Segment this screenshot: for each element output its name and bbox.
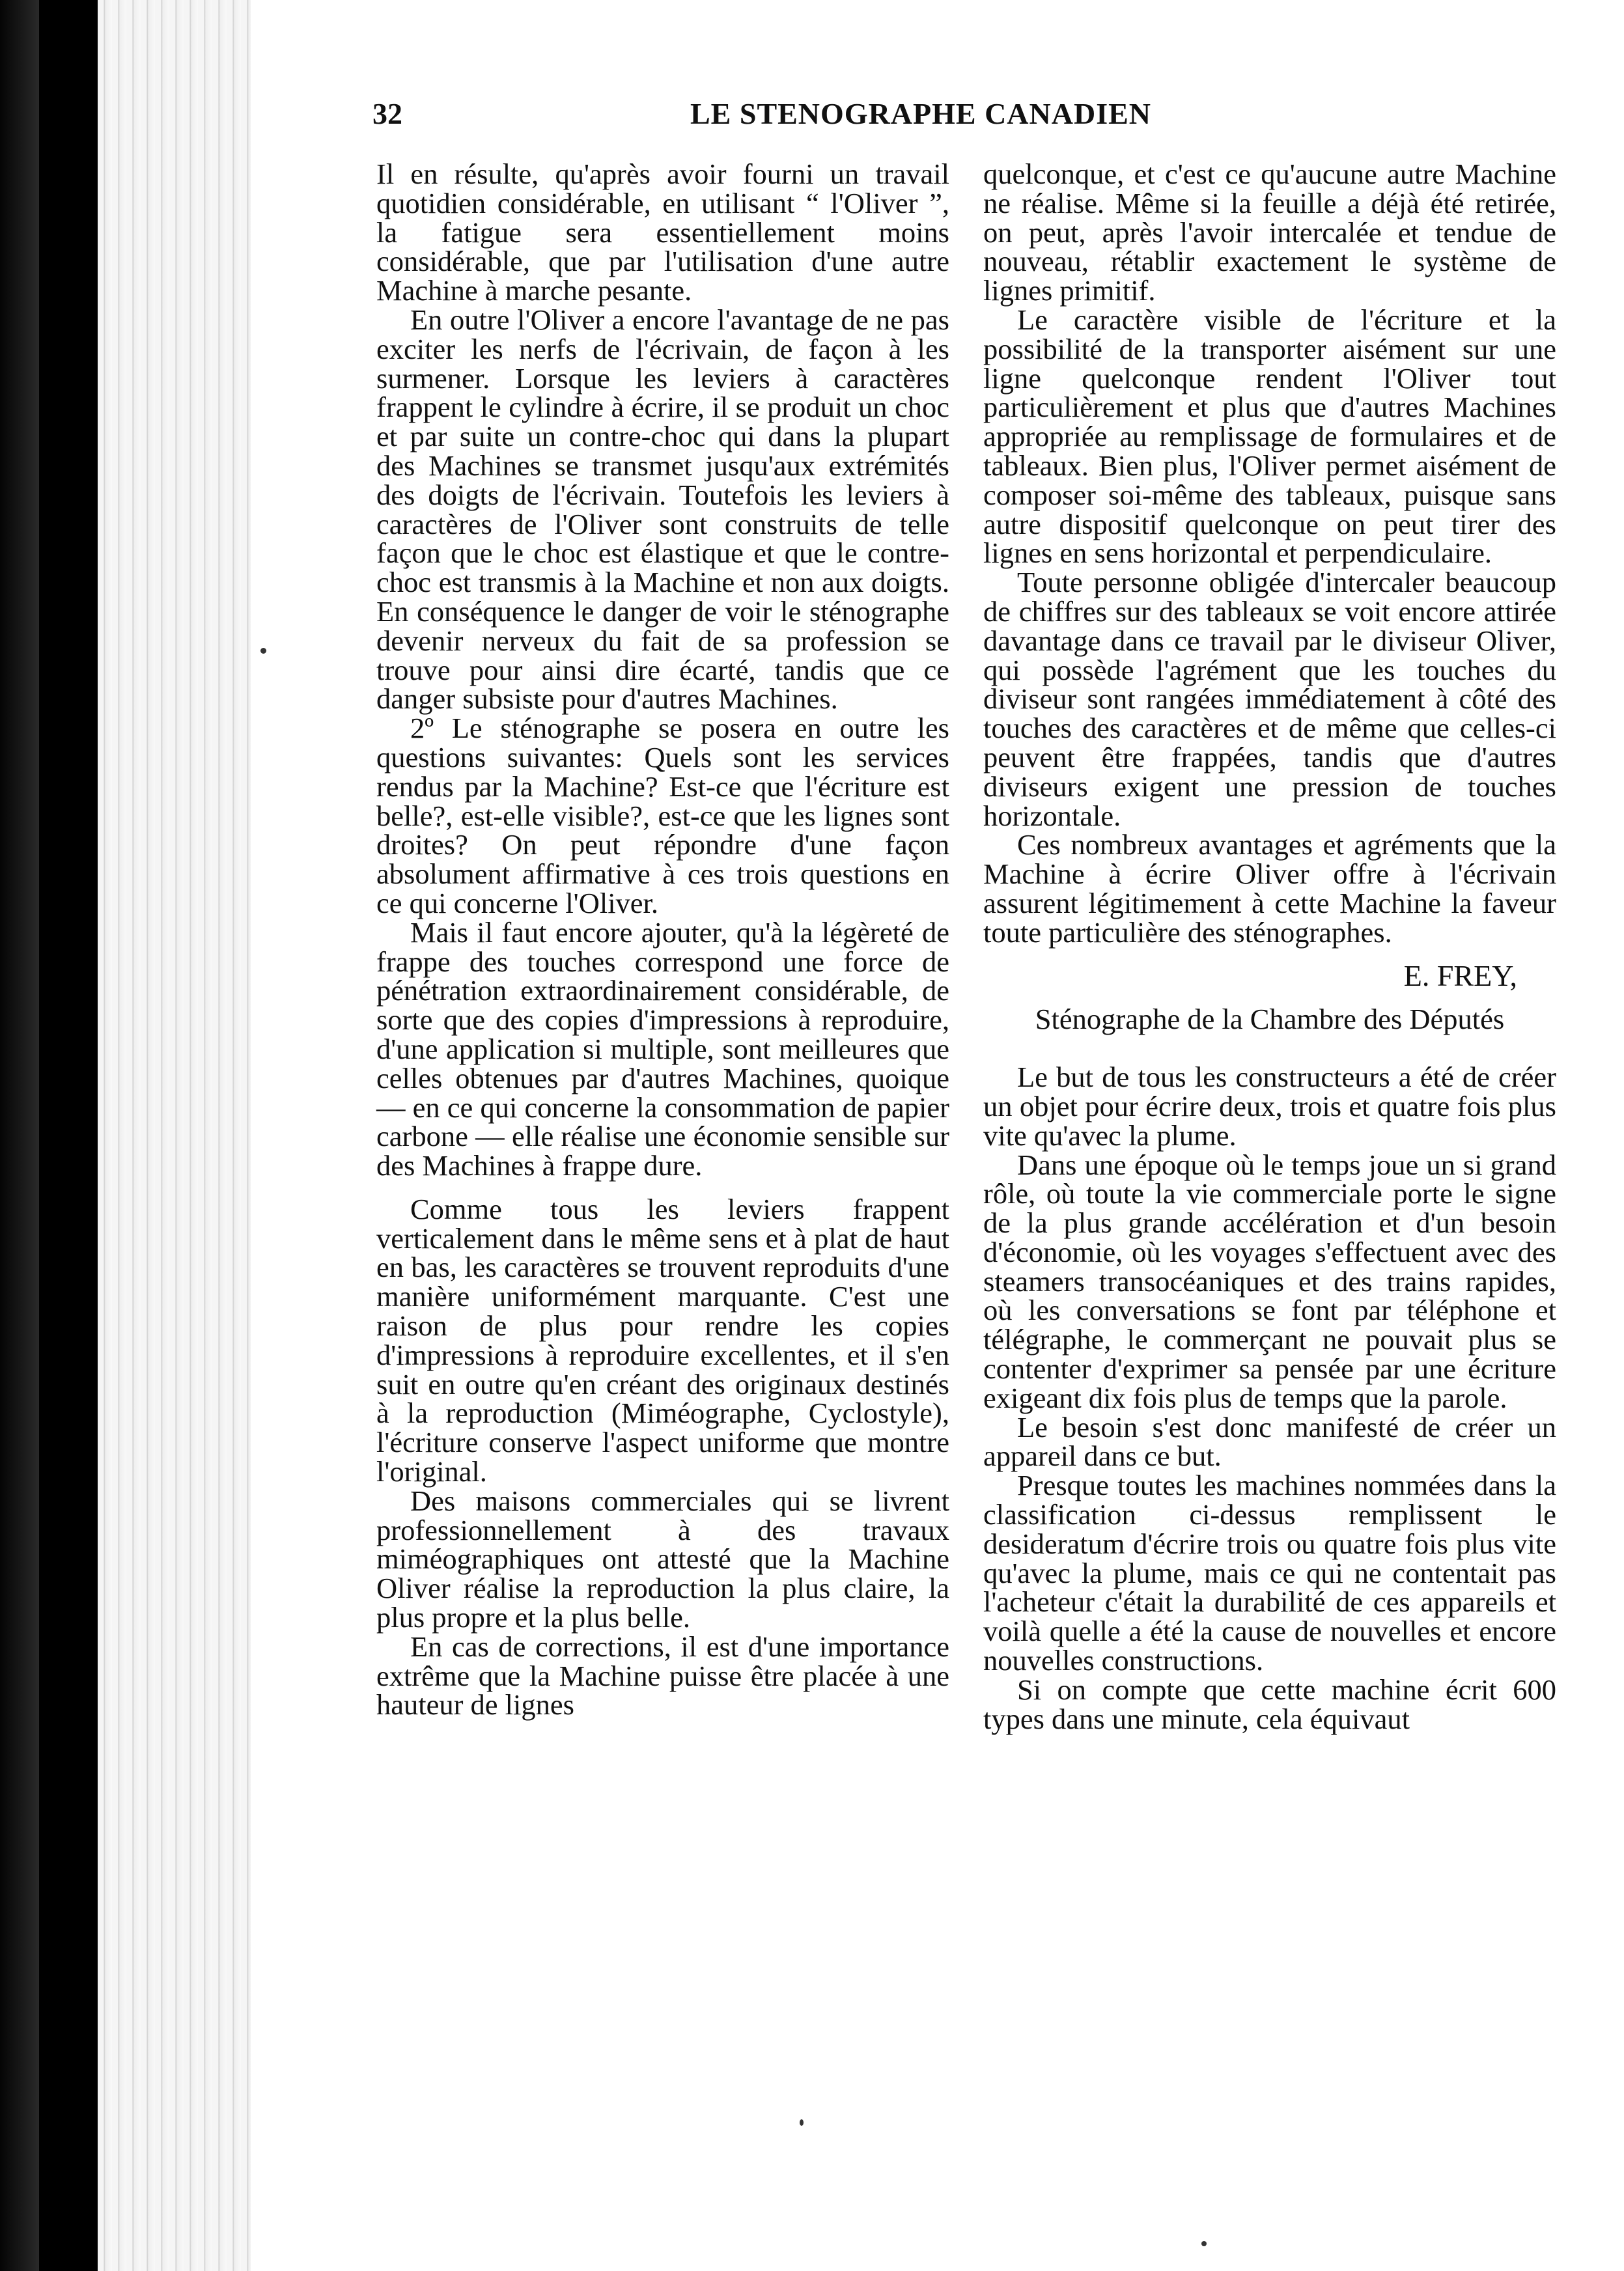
scan-speck bbox=[800, 2119, 804, 2126]
paragraph: Mais il faut encore ajouter, qu'à la légèreté de frappe des touches correspond une force de pénétration extraordinairement considérable, de sorte que des copies d'impressions à reproduire, d'une application si multiple, sont meilleures que celles obtenues par d'autres Machines, quoique — en ce qui concerne la consommation de papier carbone — elle réalise une économie sensible sur des Machines à frappe dure. bbox=[376, 915, 949, 1182]
paragraph: Comme tous les leviers frappent verticalement dans le même sens et à plat de haut en bas, les caractères se trouvent reproduits d'une manière uniformément marquante. C'est une raison de plus pour rendre les copies d'impressions à reproduire excellentes, et il s'en suit en outre qu'en créant des originaux destinés à la reproduction (Miméographe, Cyclostyle), l'écriture conserve l'aspect uniforme que montre l'original. bbox=[376, 1192, 949, 1488]
paragraph: En cas de corrections, il est d'une importance extrême que la Machine puisse être placée à une hauteur de lignes bbox=[376, 1630, 949, 1721]
paragraph: Presque toutes les machines nommées dans la classification ci-dessus remplissent le desideratum d'écrire trois ou quatre fois plus vite qu'avec la plume, mais ce qui ne contentait pas l'acheteur c'était la durabilité de ces appareils et voilà quelle a été la cause de nouvelles et encore nouvelles constructions. bbox=[983, 1469, 1556, 1677]
paragraph: Dans une époque où le temps joue un si grand rôle, où toute la vie commerciale porte le signe de la plus grande accélération et d'un besoin d'économie, où les voyages s'effectuent avec des steamers transocéaniques et des trains rapides, où les conversations se font par téléphone et télégraphe, le commerçant ne pouvait plus se contenter d'exprimer sa pensée par une écriture exigeant dix fois plus de temps que la parole. bbox=[983, 1148, 1556, 1414]
paragraph: Si on compte que cette machine écrit 600 types dans une minute, cela équivaut bbox=[983, 1673, 1556, 1735]
page-binding-edge bbox=[98, 0, 251, 2271]
paragraph: Des maisons commerciales qui se livrent professionnellement à des travaux miméographiques ont attesté que la Machine Oliver réalise la reproduction la plus claire, la plus propre et la plus belle. bbox=[376, 1484, 949, 1634]
paragraph: Toute personne obligée d'intercaler beaucoup de chiffres sur des tableaux se voit encore attirée davantage dans ce travail par le diviseur Oliver, qui possède l'agrément que les touches du diviseur sont rangées immédiatement à côté des touches des caractères et de même que celles-ci peuvent être frappées, tandis que d'autres diviseurs exigent une pression de touches horizontale. bbox=[983, 566, 1556, 832]
author-signature: E. FREY, bbox=[1403, 958, 1517, 992]
left-column bbox=[376, 160, 949, 1720]
paragraph: 2º Le sténographe se posera en outre les questions suivantes: Quels sont les services rendus par la Machine? Est-ce que l'écriture est belle?, est-elle visible?, est-ce que les lignes sont droites? On peut répondre d'une façon absolument affirmative à ces trois questions en ce qui concerne l'Oliver. bbox=[376, 712, 949, 919]
page-number: 32 bbox=[372, 97, 402, 130]
paragraph: Le but de tous les constructeurs a été de créer un objet pour écrire deux, trois et quatre fois plus vite qu'avec la plume. bbox=[983, 1061, 1556, 1152]
running-title: LE STENOGRAPHE CANADIEN bbox=[690, 97, 1151, 130]
right-column bbox=[983, 160, 1556, 1733]
scan-speck bbox=[1201, 2241, 1207, 2246]
scan-speck bbox=[260, 648, 266, 654]
paragraph: Il en résulte, qu'après avoir fourni un travail quotidien considérable, en utilisant “ l'Oliver ”, la fatigue sera essentiellement moins considérable, que par l'utilisation d'une autre Machine à marche pesante. bbox=[376, 158, 949, 307]
paragraph: Ces nombreux avantages et agréments que la Machine à écrire Oliver offre à l'écrivain assurent légitimement à cette Machine la faveur toute particulière des sténographes. bbox=[983, 828, 1556, 949]
paragraph: Le besoin s'est donc manifesté de créer un appareil dans ce but. bbox=[983, 1410, 1556, 1473]
paragraph: quelconque, et c'est ce qu'aucune autre Machine ne réalise. Même si la feuille a déjà été retirée, on peut, après l'avoir intercalée et tendue de nouveau, rétablir exactement le système de lignes primitif. bbox=[983, 158, 1556, 307]
scan-border bbox=[0, 0, 39, 2271]
author-affiliation: Sténographe de la Chambre des Députés bbox=[1035, 1003, 1505, 1036]
paragraph: Le caractère visible de l'écriture et la possibilité de la transporter aisément sur une ligne quelconque rendent l'Oliver tout particulièrement et plus que d'autres Machines appropriée au remplissage de formulaires et de tableaux. Bien plus, l'Oliver permet aisément de composer soi-même des tableaux, puisque sans autre dispositif quelconque on peut tirer des lignes en sens horizontal et perpendiculaire. bbox=[983, 303, 1556, 570]
paragraph: En outre l'Oliver a encore l'avantage de ne pas exciter les nerfs de l'écrivain, de façon à les surmener. Lorsque les leviers à caractères frappent le cylindre à écrire, il se produit un choc et par suite un contre-choc qui dans la plupart des Machines se transmet jusqu'aux extrémités des doigts de l'écrivain. Toutefois les leviers à caractères de l'Oliver sont construits de telle façon que le choc est élastique et que le contre-choc est transmis à la Machine et non aux doigts. En conséquence le danger de voir le sténographe devenir nerveux du fait de sa profession se trouve pour ainsi dire écarté, tandis que ce danger subsiste pour d'autres Machines. bbox=[376, 303, 949, 716]
